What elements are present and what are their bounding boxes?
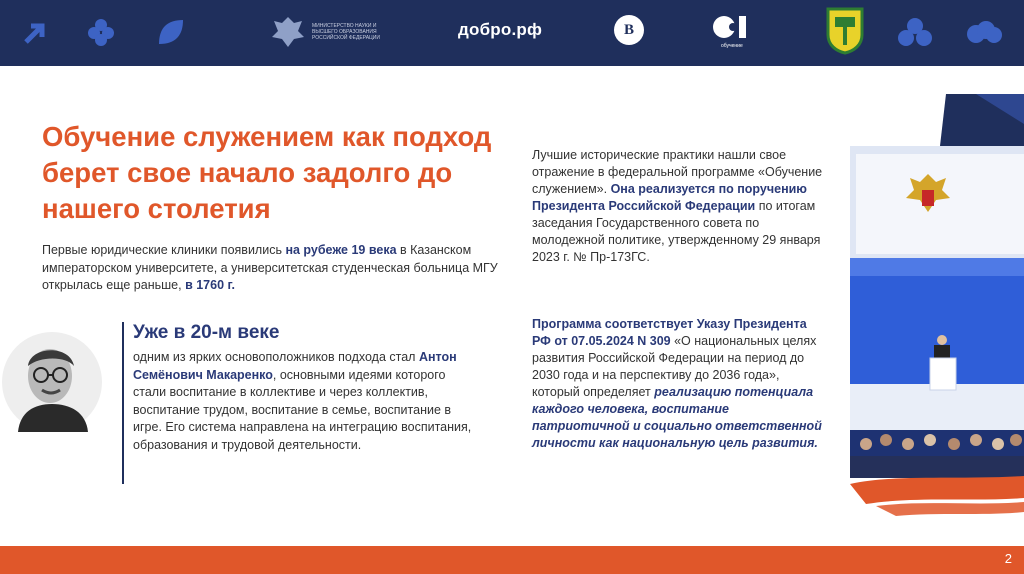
arrow-icon: [22, 18, 50, 46]
cloud-icon: [966, 20, 1002, 44]
decree-highlight: Программа соответствует Указу Президента РФ от 07.05.2024 N 309: [532, 317, 807, 348]
obuchenie-logo: [712, 12, 758, 54]
page-number: 2: [1004, 551, 1012, 566]
university-emblem-icon: [826, 5, 864, 55]
obuchenie-icon: [712, 12, 758, 42]
footer-bar: [0, 546, 1024, 574]
clover-icon: [898, 17, 932, 47]
dobro-logo: добро.рф: [458, 20, 543, 39]
decorative-photo: [836, 94, 1024, 516]
quote-text: одним из ярких основоположников подхода стал: [133, 350, 419, 364]
header-bar: [0, 0, 1024, 66]
right-paragraph-2: [532, 316, 828, 452]
intro-highlight-year: в 1760 г.: [185, 278, 235, 292]
quote-text-2: , основными идеями которого стали воспитание в коллективе и через коллектив, воспитание трудом, воспитание в семье, воспитание в игре. Его система направлена на интеграцию воспитания, образования и трудовой деятельности.: [133, 367, 472, 452]
eagle-emblem-icon: [270, 13, 306, 51]
right-text-2: по итогам заседания Государственного совета по молодежной политике, утвержденному 29 января 2023 г. № Пр-173ГС.: [532, 199, 821, 264]
ministry-logo: [270, 10, 400, 54]
right-paragraph-1: [532, 147, 828, 266]
ministry-text: МИНИСТЕРСТВО НАУКИ И ВЫСШЕГО ОБРАЗОВАНИЯ РОССИЙСКОЙ ФЕДЕРАЦИИ: [312, 23, 380, 41]
quote-body: [133, 349, 473, 454]
decree-text: «О национальных целях развития Российской Федерации на период до 2030 года и на перспективу до 2036 года», который определяет: [532, 334, 817, 399]
makarenko-name: Антон Семёнович Макаренко: [133, 350, 457, 382]
quote-title: Уже в 20-м веке: [133, 322, 280, 343]
obuchenie-label: обучение: [721, 43, 743, 49]
intro-highlight-century: на рубеже 19 века: [285, 243, 397, 257]
intro-text: Первые юридические клиники появились: [42, 243, 286, 257]
flower-icon: [86, 17, 116, 47]
intro-paragraph: [42, 242, 512, 295]
slide-title: Обучение служением как подход берет свое начало задолго до нашего столетия: [42, 121, 492, 224]
makarenko-portrait: [0, 320, 104, 440]
president-order-highlight: Она реализуется по поручению Президента Российской Федерации: [532, 182, 807, 213]
quote-divider: [122, 322, 124, 484]
right-text: Лучшие исторические практики нашли свое отражение в федеральной программе «Обучение служением».: [532, 148, 823, 196]
hse-logo: В: [614, 15, 644, 45]
national-goal-emphasis: реализацию потенциала каждого человека, воспитание патриотичной и социально ответственной личности как национальную цель развития.: [532, 385, 822, 450]
leaf-icon: [156, 17, 186, 47]
intro-text-2: в Казанском императорском университете, а университетская студенческая больница МГУ открылась еще раньше,: [42, 243, 498, 292]
